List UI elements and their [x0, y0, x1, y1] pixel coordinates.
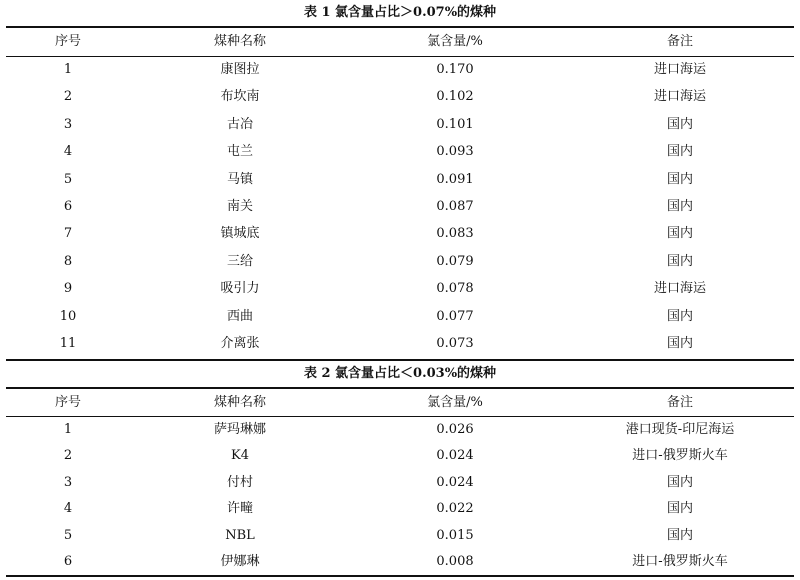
- table-row: [0, 417, 800, 443]
- coal-name-cell: 屯兰: [226, 144, 253, 160]
- table-row: [0, 221, 800, 247]
- table-row: [0, 443, 800, 469]
- coal-name-cell: 古冶: [226, 116, 253, 132]
- table2-caption: 表 2 氯含量占比＜0.03%的煤种: [303, 366, 497, 381]
- chlorine-cell: 0.022: [436, 501, 474, 517]
- table1-header-index: 序号: [54, 34, 81, 49]
- index-cell: 8: [63, 253, 73, 269]
- table1-header-remark: 备注: [666, 34, 693, 49]
- table-row: [0, 496, 800, 522]
- remark-cell: 国内: [666, 199, 693, 214]
- index-cell: 5: [63, 171, 73, 187]
- table-row: [0, 57, 800, 83]
- remark-cell: 国内: [666, 308, 693, 324]
- remark-cell: 进口-俄罗斯火车: [632, 554, 728, 569]
- remark-cell: 进口海运: [653, 89, 706, 105]
- chlorine-cell: 0.078: [436, 281, 474, 297]
- index-cell: 3: [63, 474, 73, 490]
- table-row: [0, 304, 800, 330]
- table2-header-row: [0, 390, 800, 416]
- table-row: [0, 549, 800, 575]
- table-row: [0, 112, 800, 138]
- table2-header-chlorine: 氯含量/%: [427, 395, 483, 410]
- coal-name-cell: 伊娜琳: [220, 554, 260, 569]
- table-row: [0, 523, 800, 549]
- remark-cell: 国内: [666, 527, 693, 543]
- table-row: [0, 249, 800, 275]
- table-row: [0, 331, 800, 357]
- chlorine-cell: 0.101: [436, 116, 474, 132]
- coal-name-cell: 三给: [226, 253, 253, 269]
- index-cell: 2: [63, 89, 73, 105]
- index-cell: 1: [63, 62, 73, 77]
- chlorine-cell: 0.024: [436, 474, 474, 490]
- table-row: [0, 167, 800, 193]
- coal-name-cell: 西曲: [226, 308, 253, 324]
- coal-name-cell: NBL: [225, 527, 255, 543]
- coal-name-cell: 吸引力: [220, 281, 260, 297]
- chlorine-cell: 0.091: [436, 171, 474, 187]
- coal-name-cell: 许疃: [226, 501, 253, 517]
- table2-bottom-rule: [6, 575, 794, 577]
- remark-cell: 国内: [666, 171, 693, 187]
- coal-name-cell: 镇城底: [220, 226, 260, 242]
- index-cell: 6: [63, 199, 73, 214]
- table1-header-row: [0, 29, 800, 55]
- remark-cell: 国内: [666, 144, 693, 160]
- table-row: [0, 139, 800, 165]
- coal-name-cell: 布坎南: [220, 89, 260, 105]
- chlorine-cell: 0.102: [436, 89, 474, 105]
- table-row: [0, 194, 800, 220]
- index-cell: 3: [63, 116, 73, 132]
- remark-cell: 国内: [666, 116, 693, 132]
- index-cell: 4: [63, 144, 73, 160]
- index-cell: 10: [59, 308, 77, 324]
- index-cell: 1: [63, 422, 73, 437]
- remark-cell: 国内: [666, 336, 693, 351]
- chlorine-cell: 0.026: [436, 422, 474, 437]
- table-row: [0, 470, 800, 496]
- table1-bottom-rule: [6, 359, 794, 361]
- remark-cell: 国内: [666, 253, 693, 269]
- chlorine-cell: 0.093: [436, 144, 474, 160]
- index-cell: 4: [63, 501, 73, 517]
- remark-cell: 国内: [666, 501, 693, 517]
- table2-top-rule: [6, 387, 794, 389]
- table1-header-coal-name: 煤种名称: [213, 34, 266, 49]
- table-row: [0, 84, 800, 110]
- table1-top-rule: [6, 26, 794, 28]
- index-cell: 11: [59, 336, 77, 351]
- index-cell: 2: [63, 448, 73, 464]
- coal-name-cell: 南关: [226, 199, 253, 214]
- chlorine-cell: 0.008: [436, 554, 474, 569]
- remark-cell: 港口现货-印尼海运: [625, 422, 735, 437]
- table-row: [0, 276, 800, 302]
- index-cell: 6: [63, 554, 73, 569]
- remark-cell: 进口海运: [653, 62, 706, 77]
- table2-header-remark: 备注: [666, 395, 693, 410]
- coal-name-cell: 介离张: [220, 336, 260, 351]
- coal-name-cell: 付村: [226, 474, 253, 490]
- coal-name-cell: K4: [231, 448, 249, 464]
- remark-cell: 进口海运: [653, 281, 706, 297]
- chlorine-cell: 0.087: [436, 199, 474, 214]
- index-cell: 5: [63, 527, 73, 543]
- chlorine-cell: 0.024: [436, 448, 474, 464]
- coal-name-cell: 萨玛琳娜: [213, 422, 266, 437]
- index-cell: 7: [63, 226, 73, 242]
- table1-header-chlorine: 氯含量/%: [427, 34, 483, 49]
- remark-cell: 进口-俄罗斯火车: [632, 448, 728, 464]
- chlorine-cell: 0.077: [436, 308, 474, 324]
- chlorine-cell: 0.015: [436, 527, 474, 543]
- chlorine-cell: 0.170: [436, 62, 474, 77]
- remark-cell: 国内: [666, 474, 693, 490]
- remark-cell: 国内: [666, 226, 693, 242]
- table2-header-coal-name: 煤种名称: [213, 395, 266, 410]
- chlorine-cell: 0.083: [436, 226, 474, 242]
- table2-header-index: 序号: [54, 395, 81, 410]
- chlorine-cell: 0.079: [436, 253, 474, 269]
- coal-name-cell: 马镇: [226, 171, 253, 187]
- coal-name-cell: 康图拉: [220, 62, 260, 77]
- table1-caption: 表 1 氯含量占比＞0.07%的煤种: [303, 5, 497, 20]
- index-cell: 9: [63, 281, 73, 297]
- chlorine-cell: 0.073: [436, 336, 474, 351]
